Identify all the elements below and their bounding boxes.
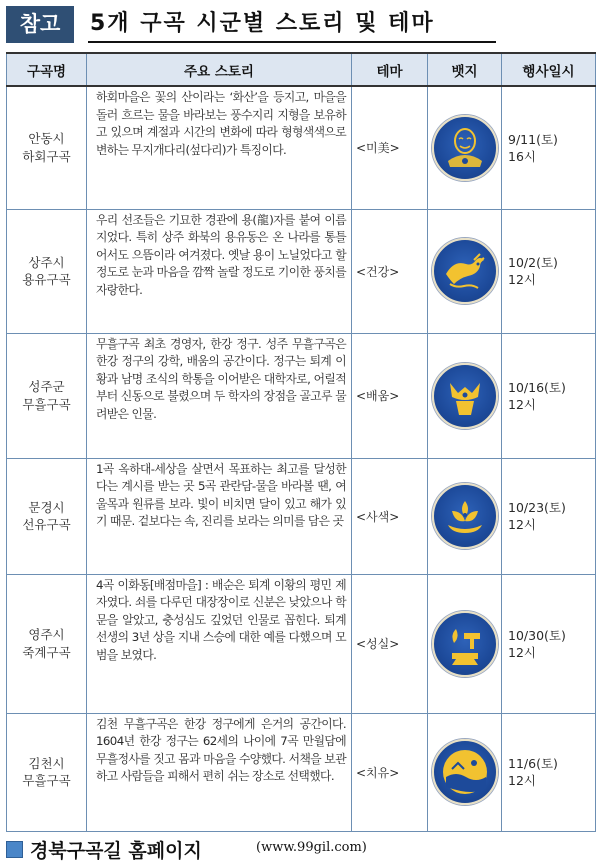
table-row [7, 209, 596, 333]
event-time: 12시 [508, 396, 536, 412]
area-valley: 용유구곡 [22, 272, 71, 287]
column-header-date: 행사일시 [502, 53, 596, 86]
title-underline [88, 41, 496, 43]
theme-cell: <미美> [352, 86, 428, 209]
area-cell [7, 458, 87, 574]
area-city: 문경시 [28, 499, 65, 515]
table-row [7, 333, 596, 458]
badge-cell [428, 458, 502, 574]
mask-icon [432, 115, 498, 181]
theme-cell: <건강> [352, 209, 428, 333]
event-date: 10/16(토) [508, 379, 566, 395]
table-row [7, 713, 596, 831]
lotus-icon [432, 483, 498, 549]
column-header-story: 주요 스토리 [87, 53, 352, 86]
area-city: 영주시 [28, 627, 65, 642]
event-date: 10/2(토) [508, 255, 558, 270]
story-cell: 무흘구곡 최초 경영자, 한강 정구. 성주 무흘구곡은 한강 정구의 강학, 배움의 공간이다. 정구는 퇴계 이황과 남명 조식의 학통을 이어받은 대학자로, 어릴적부터 신동으로 불렸으며 두 학자의 장점을 골고루 물려받은 인물. [87, 333, 352, 458]
area-valley: 무흘구곡 [22, 396, 71, 412]
story-cell: 1곡 옥하대-세상을 살면서 목표하는 최고를 달성한다는 계시를 받는 곳 5곡 관란담-물을 바라볼 땐, 여울목과 원류를 보라. 빛이 비치면 달이 있고 해가 있기 때문. 겉보다는 속, 진리를 보라는 의미를 담은 곳 [87, 458, 352, 574]
badge-cell [428, 209, 502, 333]
event-time: 12시 [508, 773, 536, 788]
badge-cell [428, 574, 502, 713]
table-header-row [7, 53, 596, 86]
area-valley: 죽계구곡 [22, 644, 71, 660]
table-row [7, 86, 596, 209]
theme-cell: <치유> [352, 713, 428, 831]
date-cell [502, 86, 596, 209]
event-time: 16시 [508, 148, 536, 164]
event-time: 12시 [508, 644, 536, 660]
story-table [6, 52, 596, 832]
homepage-url[interactable]: (www.99gil.com) [256, 840, 367, 855]
page-title: 5개 구곡 시군별 스토리 및 테마 [90, 11, 435, 36]
moon-icon [432, 739, 498, 805]
badge-cell [428, 86, 502, 209]
bullet-square-icon [6, 841, 23, 858]
area-cell [7, 574, 87, 713]
scholar-icon [432, 363, 498, 429]
area-city: 안동시 [28, 131, 65, 147]
area-city: 상주시 [28, 254, 65, 270]
theme-cell: <성실> [352, 574, 428, 713]
area-cell [7, 209, 87, 333]
story-cell: 하회마을은 꽃의 산이라는 ‘화산’을 등지고, 마을을 돌러 흐르는 물을 바라보는 풍수지리 지형을 보유하고 있으며 계절과 시간의 변화에 따라 형형색색으로 변하는 무지개다리(섶다리)가 특징이다. [87, 86, 352, 209]
date-cell [502, 458, 596, 574]
reference-badge: 참고 [6, 6, 74, 40]
date-cell [502, 713, 596, 831]
area-city: 성주군 [28, 379, 65, 394]
column-header-badge: 뱃지 [428, 53, 502, 86]
anvil-icon [432, 611, 498, 677]
badge-cell [428, 333, 502, 458]
reference-underline [6, 40, 74, 43]
theme-cell: <사색> [352, 458, 428, 574]
page-header [6, 4, 594, 46]
column-header-area: 구곡명 [7, 53, 87, 86]
area-valley: 무흘구곡 [22, 773, 71, 788]
date-cell [502, 209, 596, 333]
date-cell [502, 333, 596, 458]
theme-cell: <배움> [352, 333, 428, 458]
table-row [7, 458, 596, 574]
area-city: 김천시 [28, 755, 65, 771]
area-cell [7, 86, 87, 209]
column-header-theme: 테마 [352, 53, 428, 86]
story-cell: 김천 무흘구곡은 한강 정구에게 은거의 공간이다. 1604년 한강 정구는 62세의 나이에 7곡 만월담에 무흘정사를 짓고 몸과 마음을 수양했다. 서책을 보관하고 사람들을 피해서 편히 쉬는 장소로 선택했다. [87, 713, 352, 831]
event-date: 9/11(토) [508, 131, 558, 147]
dragon-icon [432, 238, 498, 304]
event-date: 11/6(토) [508, 756, 558, 771]
badge-cell [428, 713, 502, 831]
table-row [7, 574, 596, 713]
event-time: 12시 [508, 517, 536, 532]
area-cell [7, 333, 87, 458]
homepage-title: 경북구곡길 홈페이지 [30, 840, 202, 862]
event-date: 10/23(토) [508, 500, 566, 515]
area-valley: 하회구곡 [22, 148, 71, 164]
story-cell: 4곡 이화동[배점마을] : 배순은 퇴계 이황의 평민 제자였다. 쇠를 다루던 대장장이로 신분은 낮았으나 학문을 알았고, 충성심도 깊었던 인물로 꼽힌다. 퇴계 선생의 3년 상을 지내 스승에 대한 예를 다했으며 모범을 보였다. [87, 574, 352, 713]
event-date: 10/30(토) [508, 627, 566, 643]
date-cell [502, 574, 596, 713]
area-cell [7, 713, 87, 831]
area-valley: 선유구곡 [22, 517, 71, 532]
story-cell: 우리 선조들은 기묘한 경관에 용(龍)자를 붙여 이름 지었다. 특히 상주 화북의 용유동은 온 나라를 통틀어서도 으뜸이라 여겨졌다. 옛날 용이 노닐었다고 할 정도로 눈과 마음을 깜짝 놀랄 정도로 기이한 풍치를 자랑한다. [87, 209, 352, 333]
event-time: 12시 [508, 272, 536, 287]
homepage-footer [6, 838, 594, 860]
